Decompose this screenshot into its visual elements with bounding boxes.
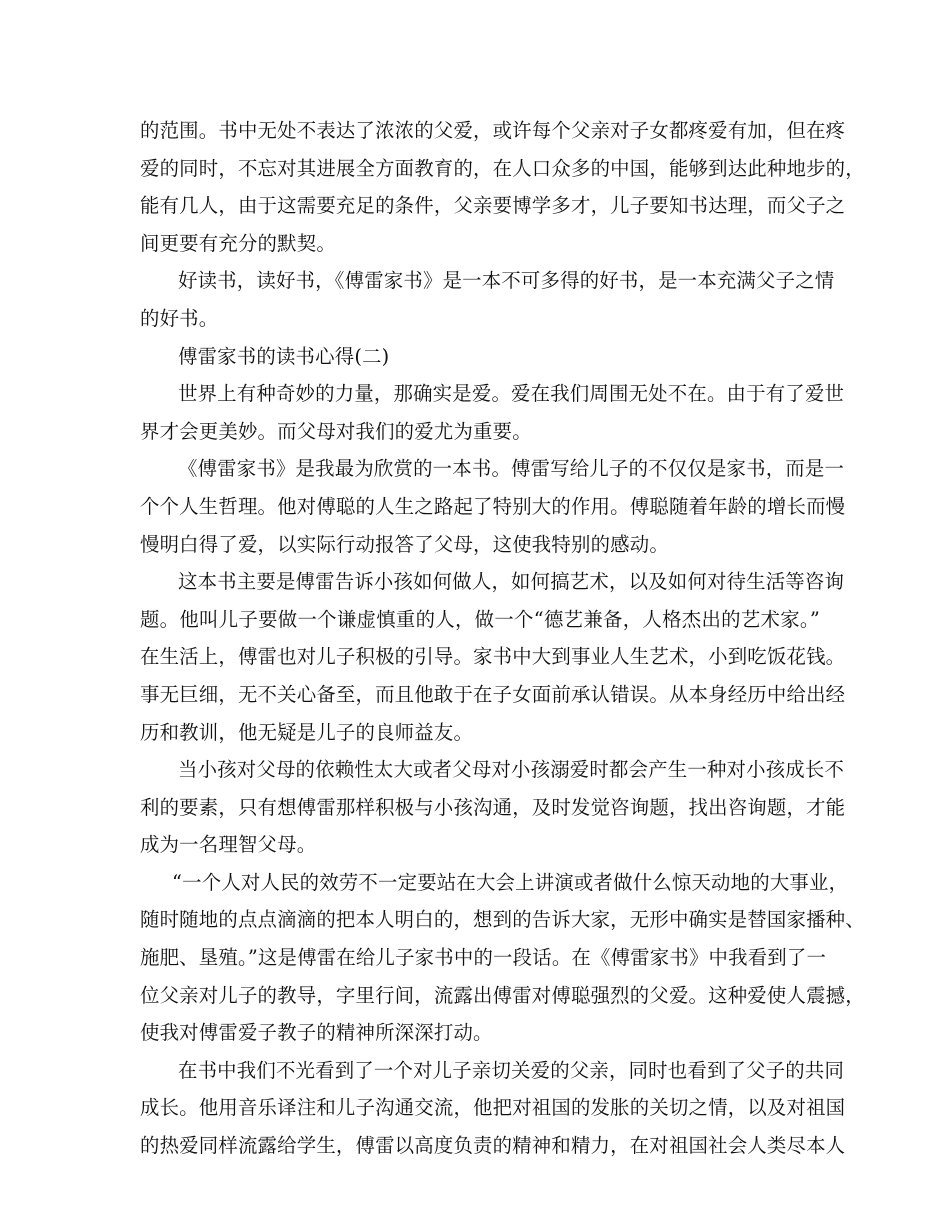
paragraph — [140, 450, 846, 563]
paragraph — [140, 563, 846, 751]
text-line: 在书中我们不光看到了一个对儿子亲切关爱的父亲，同时也看到了父子的共同 — [178, 1058, 845, 1082]
section-heading-text: 傅雷家书的读书心得(二) — [178, 344, 390, 368]
text-line: 能有几人，由于这需要充足的条件，父亲要博学多才，儿子要知书达理，而父子之 — [140, 194, 846, 218]
text-line: 的热爱同样流露给学生，傅雷以高度负责的精神和精力，在对祖国社会人类尽本人 — [140, 1134, 846, 1158]
text-line: 位父亲对儿子的教导，字里行间，流露出傅雷对傅聪强烈的父爱。这种爱使人震撼， — [140, 983, 865, 1007]
paragraph — [140, 375, 845, 450]
text-line: 间更要有充分的默契。 — [140, 231, 336, 255]
text-line: 的范围。书中无处不表达了浓浓的父爱，或许每个父亲对子女都疼爱有加，但在疼 — [140, 119, 846, 142]
text-line: 成长。他用音乐译注和儿子沟通交流，他把对祖国的发胀的关切之情，以及对祖国 — [140, 1096, 846, 1120]
paragraph — [140, 262, 835, 337]
text-line: 界才会更美妙。而父母对我们的爱尤为重要。 — [140, 419, 532, 443]
text-line: 个个人生哲理。他对傅聪的人生之路起了特别大的作用。傅聪随着年龄的增长而慢 — [140, 494, 846, 518]
text-line: 成为一名理智父母。 — [140, 833, 317, 857]
paragraph-continuation — [140, 112, 865, 262]
text-line: 题。他叫儿子要做一个谦虚慎重的人，做一个“德艺兼备，人格杰出的艺术家。” — [140, 607, 820, 631]
text-line: 历和教训，他无疑是儿子的良师益友。 — [140, 720, 474, 744]
text-line: 当小孩对父母的依赖性太大或者父母对小孩溺爱时都会产生一种对小孩成长不 — [178, 758, 845, 782]
text-line: 慢明白得了爱，以实际行动报答了父母，这使我特别的感动。 — [140, 532, 669, 556]
text-line: 使我对傅雷爱子教子的精神所深深打动。 — [140, 1021, 493, 1045]
text-line: 《傅雷家书》是我最为欣赏的一本书。傅雷写给儿子的不仅仅是家书，而是一 — [178, 457, 845, 481]
text-line: 这本书主要是傅雷告诉小孩如何做人，如何搞艺术，以及如何对待生活等咨询 — [178, 570, 845, 594]
text-line: 施肥、垦殖。”这是傅雷在给儿子家书中的一段话。在《傅雷家书》中我看到了一 — [140, 946, 827, 970]
section-heading — [140, 338, 820, 376]
text-line: 利的要素，只有想傅雷那样积极与小孩沟通，及时发觉咨询题，找出咨询题，才能 — [140, 795, 846, 819]
paragraph — [140, 1052, 846, 1165]
text-line: 好读书，读好书，《傅雷家书》是一本不可多得的好书，是一本充满父子之情 — [178, 269, 835, 293]
text-line: 事无巨细，无不关心备至，而且他敢于在子女面前承认错误。从本身经历中给出经 — [140, 682, 846, 706]
text-line: 世界上有种奇妙的力量，那确实是爱。爱在我们周围无处不在。由于有了爱世 — [178, 382, 845, 406]
quote-paragraph — [140, 864, 865, 1052]
text-line: 随时随地的点点滴滴的把本人明白的，想到的告诉大家，无形中确实是替国家播种、 — [140, 908, 865, 932]
text-line: 爱的同时，不忘对其进展全方面教育的，在人口众多的中国，能够到达此种地步的， — [140, 156, 865, 180]
document-body — [140, 112, 865, 1165]
paragraph — [140, 751, 846, 864]
text-line: 在生活上，傅雷也对儿子积极的引导。家书中大到事业人生艺术，小到吃饭花钱。 — [140, 645, 846, 669]
text-line: 的好书。 — [140, 306, 219, 330]
text-line: “一个人对人民的效劳不一定要站在大会上讲演或者做什么惊天动地的大事业， — [172, 870, 849, 894]
